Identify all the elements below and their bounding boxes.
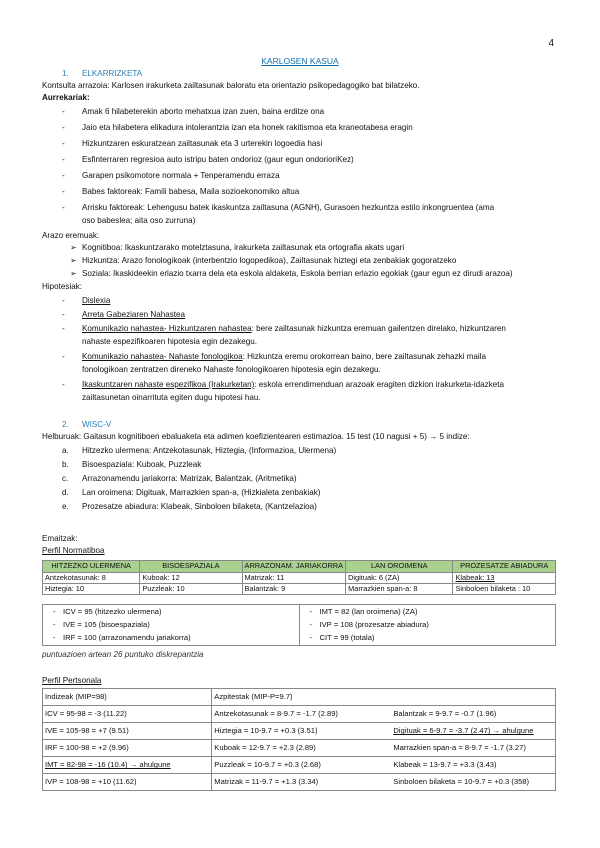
list-item: - Amak 6 hilabeterekin aborto mehatxua izan zuen, baina erditze ona [62, 107, 325, 116]
indize-box-right [299, 605, 556, 646]
indize-label: Bisoespaziala: [82, 460, 135, 469]
hipotesi-item: - Ikaskuntzaren nahaste espezifikoa (Irakurketan): eskola errendimenduan arazoak eragiten dizkion irakurketa-idazketa [62, 380, 505, 389]
indize-box-left [43, 605, 300, 646]
indize-letter: e. [62, 502, 69, 511]
page-number: 4 [548, 38, 554, 49]
hipotesi-text: zailtasunetan oinarrituta egiten dugu hipotesi hau. [82, 393, 261, 402]
arazo-label-text: Soziala: [82, 269, 111, 278]
arrow-bullet-icon: ➢ [70, 256, 77, 265]
table-cell: Matrizak: 11 [242, 573, 346, 584]
section-2 [42, 420, 560, 516]
table-cell: Kuboak: 12 [140, 573, 242, 584]
table-row [43, 774, 556, 791]
indize-item [42, 446, 560, 460]
indize-item [42, 474, 560, 488]
list-item: - IMT = 82 (lan oroimena) (ZA) [309, 607, 418, 616]
section-heading: WISC-V [82, 420, 112, 429]
list-item: - Babes faktoreak: Famili babesa, Maila sozioekonomiko altua [62, 187, 300, 196]
table-cell: ICV = 95-98 = -3 (11.22) [43, 706, 212, 723]
hipotesi-item: - Arreta Gabeziaren Nahastea [62, 310, 186, 319]
hipotesi-continuation [42, 365, 560, 380]
table-cell: Sinboloen bilaketa : 10 [453, 584, 556, 595]
kontsulta-line [42, 81, 560, 93]
kontsulta-label: Kontsulta arrazoia: [42, 81, 110, 90]
table-cell: Balantzak: 9 [242, 584, 346, 595]
indize-text: Klabeak, Sinboloen bilaketa, (Kantzelazioa) [158, 502, 317, 511]
list-item-text: ICV = 95 (hitzezko ulermena) [63, 607, 162, 616]
arazo-label-text: Kognitiboa: [82, 243, 123, 252]
table-row [43, 573, 556, 584]
hipotesi-title: Ikaskuntzaren nahaste espezifikoa (Irakurketan) [82, 380, 255, 389]
table-cell: Digituak: 6 (ZA) [346, 573, 453, 584]
list-item: - ICV = 95 (hitzezko ulermena) [53, 607, 162, 616]
perfil-normatiboa-title: Perfil Normatiboa [42, 546, 105, 555]
hipotesi-continuation [42, 393, 560, 408]
table-cell: Klabeak = 13-9.7 = +3.3 (3.43) [391, 757, 555, 774]
list-item-text: IMT = 82 (lan oroimena) (ZA) [319, 607, 418, 616]
section-1 [42, 69, 560, 408]
kontsulta-text: Karlosen irakurketa zailtasunak baloratu eta orientazio psikopedagogiko bat bilatzeko. [109, 81, 420, 90]
table-row [43, 723, 556, 740]
hipotesi-item: - Dislexia [62, 296, 111, 305]
indize-letter: c. [62, 474, 69, 483]
arazo-text: Arazo fonologikoak (interbentzio logopedikoa), Zailtasunak hiztegi eta zenbakiak gogoratzeko [119, 256, 457, 265]
section-number: 2. [62, 420, 69, 429]
arrow-bullet-icon: ➢ [70, 269, 77, 278]
emaitzak-label: Emaitzak: [42, 534, 78, 543]
helburua-line [42, 432, 560, 446]
table-cell: Matrizak = 11-9.7 = +1.3 (3.34) [212, 774, 392, 791]
table-header-row [43, 689, 556, 706]
indize-letter: a. [62, 446, 69, 455]
hipotesi-title: Komunikazio nahastea- Nahaste fonologikoa [82, 352, 243, 361]
list-item-text: Babes faktoreak: Famili babesa, Maila sozioekonomiko altua [82, 187, 300, 196]
table-cell: Marrazkien span-a: 8 [346, 584, 453, 595]
table-cell: Antzekotasunak = 8-9.7 = -1.7 (2.89) [212, 706, 392, 723]
table-cell: Digituak = 6-9.7 = -3.7 (2.47) → ahulgune [391, 723, 555, 740]
indize-text: Kuboak, Puzzleak [134, 460, 202, 469]
list-item: - Garapen psikomotore normala + Tenperamendu erraza [62, 171, 280, 180]
document-title: KARLOSEN KASUA [261, 56, 339, 66]
hipotesi-text: : bere zailtasunak hizkuntza eremuan gailentzen direlako, hizkuntzaren [251, 324, 506, 333]
discrepancy-note: puntuazioen artean 26 puntuko diskrepantzia [42, 650, 204, 659]
column-header: ARRAZONAM. JARIAKORRA [242, 561, 346, 573]
indize-item [42, 502, 560, 516]
list-item-continuation [42, 216, 560, 231]
hipotesiak-label: Hipotesiak: [42, 282, 83, 291]
table-cell: Hiztegia: 10 [43, 584, 140, 595]
hipotesi-text: fonologikoan zentratzen direneko Nahaste fonologikoaren hipotesia egin dezakegu. [82, 365, 381, 374]
arazo-item [42, 269, 560, 282]
indize-item [42, 488, 560, 502]
indize-letter: b. [62, 460, 69, 469]
table-cell: Kuboak = 12-9.7 = +2.3 (2.89) [212, 740, 392, 757]
list-item-text: Jaio eta hilabetera elikadura intolerantzia izan eta honek rakitismoa eta kraneotabesa eragin [82, 123, 413, 132]
table-cell: IMT = 82-98 = -16 (10.4) → ahulgune [43, 757, 212, 774]
list-item-text: Hizkuntzaren eskuratzean zailtasunak eta 3 urterekin logoedia hasi [82, 139, 323, 148]
hipotesi-item: - Komunikazio nahastea- Nahaste fonologikoa: Hizkuntza eremu orokorrean baino, bere zailtasunak zehazki maila [62, 352, 487, 361]
table-cell: Sinboloen bilaketa = 10-9.7 = +0.3 (358) [391, 774, 555, 791]
section-heading: ELKARRIZKETA [82, 69, 143, 78]
list-item-text: IVE = 105 (bisoespaziala) [63, 620, 150, 629]
table-cell: IVP = 108-98 = +10 (11.62) [43, 774, 212, 791]
arazo-item [42, 243, 560, 256]
table-cell: Puzzleak: 10 [140, 584, 242, 595]
column-header: Indizeak (MIP=98) [43, 689, 212, 706]
section-1-heading [42, 69, 560, 81]
list-item-text: Garapen psikomotore normala + Tenperamendu erraza [82, 171, 280, 180]
list-item-text: Esfinterraren regresioa auto istripu baten ondorioz (gaur egun ondorioriKez) [82, 155, 354, 164]
arazo-text: Ikaskuntzarako motelztasuna, irakurketa zailtasunak eta ortografia akats ugari [122, 243, 405, 252]
column-header: LAN OROIMENA [346, 561, 453, 573]
arazo-label-text: Hizkuntza: [82, 256, 120, 265]
list-item: - CIT = 99 (totala) [309, 633, 375, 642]
arrow-bullet-icon: ➢ [70, 243, 77, 252]
table-cell: IVE = 105-98 = +7 (9.51) [43, 723, 212, 740]
hipotesi-text: Dislexia [82, 296, 111, 305]
perfil-pertsonala-title: Perfil Pertsonala [42, 676, 102, 685]
list-item-text: IVP = 108 (prozesatze abiadura) [319, 620, 429, 629]
helburua-label: Helburuak: [42, 432, 82, 441]
hipotesi-text: : eskola errendimenduan arazoak eragiten dizkion irakurketa-idazketa [254, 380, 505, 389]
hipotesi-text: Arreta Gabeziaren Nahastea [82, 310, 186, 319]
table-cell: Puzzleak = 10-9.7 = +0.3 (2.68) [212, 757, 392, 774]
indize-label: Prozesatze abiadura: [82, 502, 159, 511]
arazo-item [42, 256, 560, 269]
indize-text: Antzekotasunak, Hiztegia, (Informazioa, Ulermena) [151, 446, 337, 455]
hipotesi-text: : Hizkuntza eremu orokorrean baino, bere zailtasunak zehazki maila [242, 352, 487, 361]
indize-text: Digituak, Marrazkien span-a, (Hizkialeta zenbakiak) [133, 488, 321, 497]
column-header-empty [391, 689, 555, 706]
table-cell: Marrazkien span-a = 8-9.7 = -1.7 (3.27) [391, 740, 555, 757]
indize-label: Arrazonamendu jariakorra: [82, 474, 178, 483]
aurrekariak-label: Aurrekariak: [42, 93, 90, 102]
helburua-text: Gaitasun kognitiboen ebaluaketa eta adimen koefizientearen estimazioa. 15 test (10 nagusi + 5) → 5 indize: [81, 432, 470, 441]
section-2-heading [42, 420, 560, 432]
hipotesi-title: Komunikazio nahastea- Hizkuntzaren nahastea [82, 324, 252, 333]
column-header: BISOESPAZIALA [140, 561, 242, 573]
list-item: - Jaio eta hilabetera elikadura intolerantzia izan eta honek rakitismoa eta kraneotabesa eragin [62, 123, 413, 132]
table-row [43, 757, 556, 774]
indize-label: Lan oroimena: [82, 488, 134, 497]
indize-letter: d. [62, 488, 69, 497]
list-item: - Arrisku faktoreak: Lehengusu batek ikaskuntza zailtasuna (AGNH), Gurasoen hezkuntza estilo inkongruentea (ama [62, 203, 495, 212]
table-cell: IRF = 100-98 = +2 (9.96) [43, 740, 212, 757]
arazo-label: Arazo eremuak: [42, 231, 100, 240]
list-item-text: IRF = 100 (arrazonamendu jariakorra) [63, 633, 191, 642]
table-cell: Antzekotasunak: 8 [43, 573, 140, 584]
hipotesi-continuation [42, 337, 560, 352]
hipotesi-text: nahaste espezifikoaren hipotesia egin dezakegu. [82, 337, 258, 346]
list-item: - Hizkuntzaren eskuratzean zailtasunak eta 3 urterekin logoedia hasi [62, 139, 323, 148]
column-header: PROZESATZE ABIADURA [453, 561, 556, 573]
indize-text: Matrizak, Balantzak, (Aritmetika) [177, 474, 297, 483]
list-item: - IVP = 108 (prozesatze abiadura) [309, 620, 429, 629]
indize-item [42, 460, 560, 474]
list-item: - Esfinterraren regresioa auto istripu baten ondorioz (gaur egun ondorioriKez) [62, 155, 354, 164]
table-cell: Klabeak: 13 [453, 573, 556, 584]
table-row [43, 584, 556, 595]
column-header: Azpitestak (MIP-P=9.7) [212, 689, 392, 706]
list-item: - IRF = 100 (arrazonamendu jariakorra) [53, 633, 191, 642]
table-header-row [43, 561, 556, 573]
column-header: HITZEZKO ULERMENA [43, 561, 140, 573]
hipotesi-item: - Komunikazio nahastea- Hizkuntzaren nahastea: bere zailtasunak hizkuntza eremuan gailentzen direlako, hizkuntzaren [62, 324, 506, 333]
arazo-text: Ikaskideekin erlazio txarra dela eta eskola aldaketa, Eskola berrian erlazio egokiak (gaur egun ez dirudi arazoa) [110, 269, 513, 278]
indize-box [42, 604, 556, 646]
table-cell: Balantzak = 9-9.7 = -0.7 (1.96) [391, 706, 555, 723]
list-item-text: Arrisku faktoreak: Lehengusu batek ikaskuntza zailtasuna (AGNH), Gurasoen hezkuntza estilo inkongruentea (ama [82, 203, 495, 212]
list-item-text: oso babeslea; aita oso zurruna) [82, 216, 196, 225]
table-row [43, 706, 556, 723]
table-cell: Hiztegia = 10-9.7 = +0.3 (3.51) [212, 723, 392, 740]
list-item-text: CIT = 99 (totala) [319, 633, 375, 642]
table-row [43, 740, 556, 757]
perfil-normatiboa-table [42, 560, 556, 595]
section-number: 1. [62, 69, 69, 78]
list-item-text: Amak 6 hilabeterekin aborto mehatxua izan zuen, baina erditze ona [82, 107, 325, 116]
indize-label: Hitzezko ulermena: [82, 446, 152, 455]
list-item: - IVE = 105 (bisoespaziala) [53, 620, 150, 629]
perfil-pertsonala-table [42, 688, 556, 791]
